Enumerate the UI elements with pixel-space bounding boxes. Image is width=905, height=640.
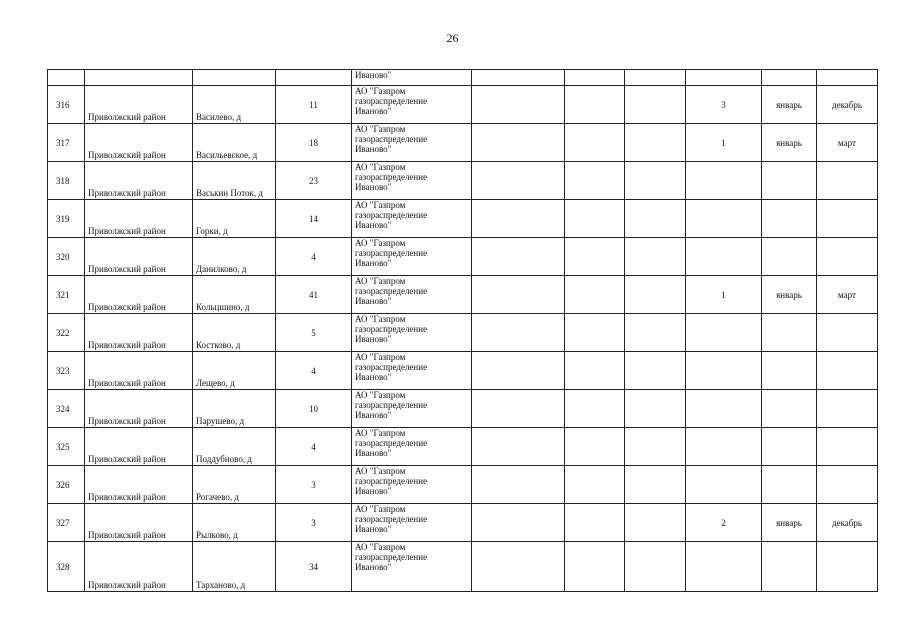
cell-empty [565,162,625,200]
cell-empty [686,70,762,86]
district-cell: Приволжский район [85,238,193,276]
district-cell: Приволжский район [85,314,193,352]
start-month-cell [762,542,817,592]
organization-line: Иваново" [355,106,392,116]
settlement-cell: Лещево, д [193,352,276,390]
quantity-cell [686,314,762,352]
table-row [48,314,878,352]
organization-line: Иваново" [355,296,392,306]
start-month-cell: январь [762,276,817,314]
cell-empty [625,200,686,238]
cell-empty [625,238,686,276]
settlement-cell: Рылково, д [193,504,276,542]
cell-empty [565,276,625,314]
page-number: 26 [446,31,459,45]
organization-line: Иваново" [355,410,392,420]
cell-empty [472,238,565,276]
end-month-cell [817,352,878,390]
table-row [48,466,878,504]
cell-empty [625,428,686,466]
end-month-cell [817,200,878,238]
cell-empty [565,504,625,542]
organization-line: АО "Газпром [355,238,406,248]
organization-cell [352,276,472,314]
district-cell: Приволжский район [85,466,193,504]
settlement-cell: Василево, д [193,86,276,124]
organization-line: газораспределение [355,438,428,448]
cell-empty [565,466,625,504]
organization-line: газораспределение [355,476,428,486]
end-month-cell [817,390,878,428]
settlement-cell: Тарханово, д [193,542,276,592]
settlement-cell: Парушево, д [193,390,276,428]
organization-cell [352,162,472,200]
count-cell: 14 [276,200,352,238]
organization-line: АО "Газпром [355,352,406,362]
row-number: 324 [48,390,85,428]
organization-line: Иваново" [355,486,392,496]
cell-empty [472,352,565,390]
organization-line: АО "Газпром [355,86,406,96]
organization-line: АО "Газпром [355,428,406,438]
cell-empty [565,428,625,466]
cell-empty [565,238,625,276]
table-row [48,504,878,542]
cell-empty [625,124,686,162]
district-cell: Приволжский район [85,542,193,592]
cell-empty [565,200,625,238]
table-row [48,86,878,124]
district-cell: Приволжский район [85,352,193,390]
district-cell: Приволжский район [85,428,193,466]
cell-empty [472,428,565,466]
organization-line: газораспределение [355,172,428,182]
start-month-cell [762,162,817,200]
count-cell: 4 [276,352,352,390]
settlement-cell: Поддубново, д [193,428,276,466]
organization-cell [352,124,472,162]
cell-empty [565,390,625,428]
cell-empty [565,314,625,352]
settlement-cell: Васькин Поток, д [193,162,276,200]
cell-empty [625,504,686,542]
organization-line: Иваново" [355,182,392,192]
count-cell: 5 [276,314,352,352]
cell-empty [472,314,565,352]
start-month-cell [762,314,817,352]
table-row [48,162,878,200]
organization-line: АО "Газпром [355,466,406,476]
cell-empty [625,162,686,200]
quantity-cell: 1 [686,124,762,162]
cell-empty [762,70,817,86]
row-number: 319 [48,200,85,238]
cell-empty [625,542,686,592]
quantity-cell [686,542,762,592]
start-month-cell: январь [762,504,817,542]
start-month-cell [762,428,817,466]
start-month-cell: январь [762,86,817,124]
settlement-cell: Данилково, д [193,238,276,276]
organization-line: АО "Газпром [355,314,406,324]
quantity-cell [686,466,762,504]
settlement-cell: Костково, д [193,314,276,352]
organization-line: газораспределение [355,286,428,296]
cell-empty [472,86,565,124]
organization-line: газораспределение [355,134,428,144]
settlement-cell: Рогачево, д [193,466,276,504]
count-cell: 10 [276,390,352,428]
organization-line: газораспределение [355,362,428,372]
cell-empty [472,200,565,238]
district-cell: Приволжский район [85,200,193,238]
row-number: 326 [48,466,85,504]
cell-empty [565,542,625,592]
row-number: 322 [48,314,85,352]
cell-empty [625,314,686,352]
end-month-cell [817,466,878,504]
end-month-cell [817,542,878,592]
organization-line: газораспределение [355,400,428,410]
row-number: 320 [48,238,85,276]
start-month-cell [762,466,817,504]
table-row [48,428,878,466]
count-cell: 18 [276,124,352,162]
start-month-cell [762,238,817,276]
district-cell: Приволжский район [85,162,193,200]
quantity-cell [686,238,762,276]
quantity-cell: 1 [686,276,762,314]
row-number: 318 [48,162,85,200]
organization-line: АО "Газпром [355,200,406,210]
cell-empty [472,124,565,162]
count-cell: 11 [276,86,352,124]
cell-empty [565,70,625,86]
cell-empty [625,86,686,124]
organization-line: Иваново" [355,258,392,268]
table-row [48,200,878,238]
district-cell: Приволжский район [85,390,193,428]
cell-empty [48,70,85,86]
end-month-cell [817,238,878,276]
organization-cell [352,200,472,238]
table-row [48,542,878,592]
cell-empty [472,504,565,542]
quantity-cell: 3 [686,86,762,124]
row-number: 317 [48,124,85,162]
settlement-cell: Горки, д [193,200,276,238]
quantity-cell [686,390,762,428]
row-number: 327 [48,504,85,542]
quantity-cell [686,428,762,466]
count-cell: 4 [276,428,352,466]
settlement-cell: Васильевское, д [193,124,276,162]
organization-line: газораспределение [355,96,428,106]
cell-empty [565,86,625,124]
end-month-cell: декабрь [817,504,878,542]
organization-cell [352,238,472,276]
cell-empty [472,276,565,314]
organization-line: АО "Газпром [355,162,406,172]
end-month-cell: март [817,276,878,314]
cell-empty [817,70,878,86]
cell-empty [565,124,625,162]
organization-cell [352,86,472,124]
organization-cell [352,390,472,428]
cell-empty [85,70,193,86]
cell-empty [625,352,686,390]
organization-line: АО "Газпром [355,504,406,514]
organization-cell [352,428,472,466]
district-cell: Приволжский район [85,276,193,314]
organization-line: Иваново" [355,562,392,572]
count-cell: 34 [276,542,352,592]
organization-line: АО "Газпром [355,276,406,286]
table-row [48,276,878,314]
cell-empty [565,352,625,390]
organization-line: газораспределение [355,210,428,220]
table-row [48,124,878,162]
cell-empty [625,70,686,86]
count-cell: 4 [276,238,352,276]
cell-empty [193,70,276,86]
count-cell: 41 [276,276,352,314]
cell-empty [472,466,565,504]
end-month-cell [817,428,878,466]
organization-line: АО "Газпром [355,390,406,400]
cell-empty [472,162,565,200]
cell-empty [472,542,565,592]
row-number: 325 [48,428,85,466]
settlement-cell: Кольцшино, д [193,276,276,314]
organization-cell [352,314,472,352]
end-month-cell [817,162,878,200]
organization-line: Иваново" [355,334,392,344]
row-number: 328 [48,542,85,592]
cell-empty [625,390,686,428]
table-row [48,238,878,276]
organization-line: АО "Газпром [355,124,406,134]
organization-line: АО "Газпром [355,542,406,552]
organization-line: Иваново" [355,524,392,534]
table-row [48,352,878,390]
organization-line: Иваново" [355,372,392,382]
table-row [48,390,878,428]
start-month-cell [762,352,817,390]
organization-line: Иваново" [355,448,392,458]
carry-org-tail: Иваново" [352,70,472,86]
end-month-cell: март [817,124,878,162]
end-month-cell: декабрь [817,86,878,124]
organization-cell [352,466,472,504]
gasification-table [47,69,878,592]
end-month-cell [817,314,878,352]
row-number: 321 [48,276,85,314]
cell-empty [472,70,565,86]
organization-line: газораспределение [355,248,428,258]
quantity-cell [686,162,762,200]
cell-empty [472,390,565,428]
count-cell: 3 [276,466,352,504]
row-number: 323 [48,352,85,390]
district-cell: Приволжский район [85,504,193,542]
quantity-cell: 2 [686,504,762,542]
cell-empty [276,70,352,86]
start-month-cell: январь [762,124,817,162]
carry-over-row [48,70,878,86]
organization-line: Иваново" [355,144,392,154]
district-cell: Приволжский район [85,86,193,124]
organization-line: Иваново" [355,220,392,230]
quantity-cell [686,352,762,390]
organization-cell [352,542,472,592]
cell-empty [625,466,686,504]
row-number: 316 [48,86,85,124]
district-cell: Приволжский район [85,124,193,162]
start-month-cell [762,390,817,428]
organization-cell [352,352,472,390]
quantity-cell [686,200,762,238]
cell-empty [625,276,686,314]
table-body [48,70,878,592]
organization-line: газораспределение [355,324,428,334]
organization-line: газораспределение [355,552,428,562]
organization-cell [352,504,472,542]
count-cell: 3 [276,504,352,542]
count-cell: 23 [276,162,352,200]
start-month-cell [762,200,817,238]
organization-line: газораспределение [355,514,428,524]
